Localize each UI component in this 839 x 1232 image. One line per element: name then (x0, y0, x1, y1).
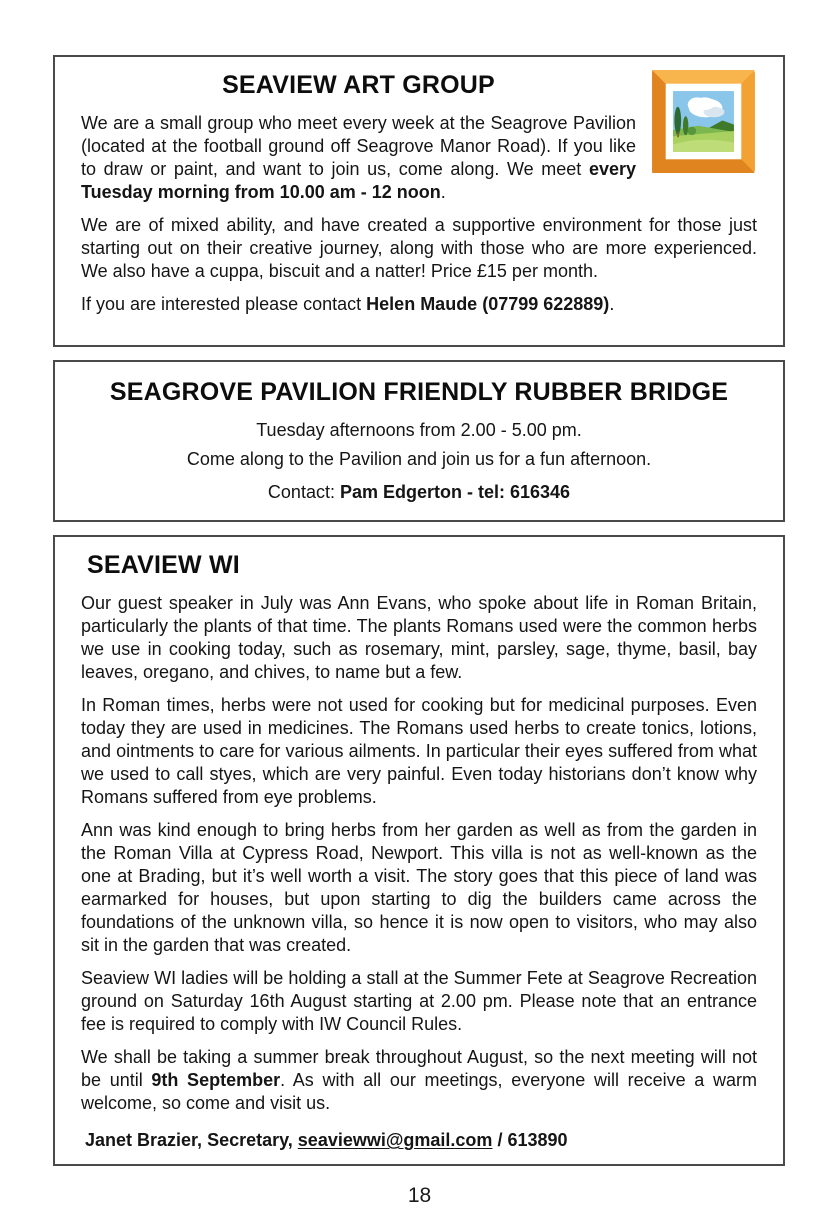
text-run: 9th September (151, 1070, 281, 1090)
section-rubber-bridge (53, 360, 785, 522)
art-group-contact-line (81, 293, 757, 316)
text-run: every Tuesday morning from 10.00 am - 12 noon (81, 159, 636, 202)
text-run: Seaview WI ladies will be holding a stall at the Summer Fete at Seagrove Recreation ground on Saturday 16th August starting at 2.00 pm. Please note that an entrance fee is required to comply with IW Council Rules. (81, 968, 757, 1034)
text-run: Helen Maude (07799 622889) (366, 294, 610, 314)
framed-landscape-picture-icon (650, 69, 757, 174)
section-seaview-art-group (53, 55, 785, 347)
art-group-title: SEAVIEW ART GROUP (222, 71, 495, 99)
rubber-bridge-line-2 (81, 448, 757, 471)
text-run: Our guest speaker in July was Ann Evans, who spoke about life in Roman Britain, particularly the plants of that time. The plants Romans used were the common herbs we use in cooking today, such as rosemary, mint, parsley, sage, thyme, basil, bay leaves, oregano, and chives, to name but a few. (81, 593, 757, 682)
rubber-bridge-title: SEAGROVE PAVILION FRIENDLY RUBBER BRIDGE (109, 378, 729, 406)
seaview-wi-paragraph-5 (81, 1046, 757, 1115)
section-seaview-wi (53, 535, 785, 1166)
text-run: Pam Edgerton - tel: 616346 (339, 482, 571, 502)
text-run: In Roman times, herbs were not used for cooking but for medicinal purposes. Even today they are used in medicines. The Romans used herbs to create tonics, lotions, and ointments to care for various ailments. In particular their eyes suffered from what we used to call styes, which are very painful. Even today historians don’t know why Romans suffered from eye problems. (81, 695, 757, 807)
seaview-wi-paragraph-4 (81, 967, 757, 1036)
framed-picture-svg (650, 69, 757, 174)
text-run: . (440, 182, 446, 202)
email-link[interactable]: seaviewwi@gmail.com (297, 1130, 493, 1150)
seaview-wi-paragraph-2 (81, 694, 757, 809)
rubber-bridge-contact-line (81, 481, 757, 504)
seaview-wi-title: SEAVIEW WI (87, 551, 240, 579)
text-run: . As with all our meetings, everyone will receive a warm welcome, so come and visit us. (81, 1070, 757, 1113)
text-run: Contact: (267, 482, 340, 502)
text-run: We are a small group who meet every week at the Seagrove Pavilion (located at the football ground off Seagrove Manor Road). If you like to draw or paint, and want to join us, come along. We meet (81, 113, 636, 179)
text-run: If you are interested please contact (81, 294, 367, 314)
seaview-wi-paragraph-3 (81, 819, 757, 957)
text-run: Ann was kind enough to bring herbs from her garden as well as from the garden in the Roman Villa at Cypress Road, Newport. This villa is not as well-known as the one at Brading, but it’s well worth a visit. The story goes that this piece of land was earmarked for houses, but upon starting to dig the builders came across the foundations of the unknown villa, so hence it is now open to visitors, who may also sit in the garden that was created. (81, 820, 757, 955)
text-run: . (609, 294, 615, 314)
text-run: We shall be taking a summer break throughout August, so the next meeting will not be until (81, 1047, 757, 1090)
rubber-bridge-line-1 (81, 419, 757, 442)
text-run: Come along to the Pavilion and join us for a fun afternoon. (186, 449, 652, 469)
text-run: Janet Brazier, Secretary, (85, 1130, 298, 1150)
text-run: Tuesday afternoons from 2.00 - 5.00 pm. (256, 420, 582, 440)
seaview-wi-paragraph-1 (81, 592, 757, 684)
seaview-wi-contact-line (85, 1129, 757, 1152)
text-run: / 613890 (492, 1130, 568, 1150)
page-number: 18 (407, 1184, 432, 1207)
art-group-paragraph-2 (81, 214, 757, 283)
text-run: We are of mixed ability, and have created a supportive environment for those just starting out on their creative journey, along with those who are more experienced. We also have a cuppa, biscuit and a natter! Price £15 per month. (81, 215, 757, 281)
